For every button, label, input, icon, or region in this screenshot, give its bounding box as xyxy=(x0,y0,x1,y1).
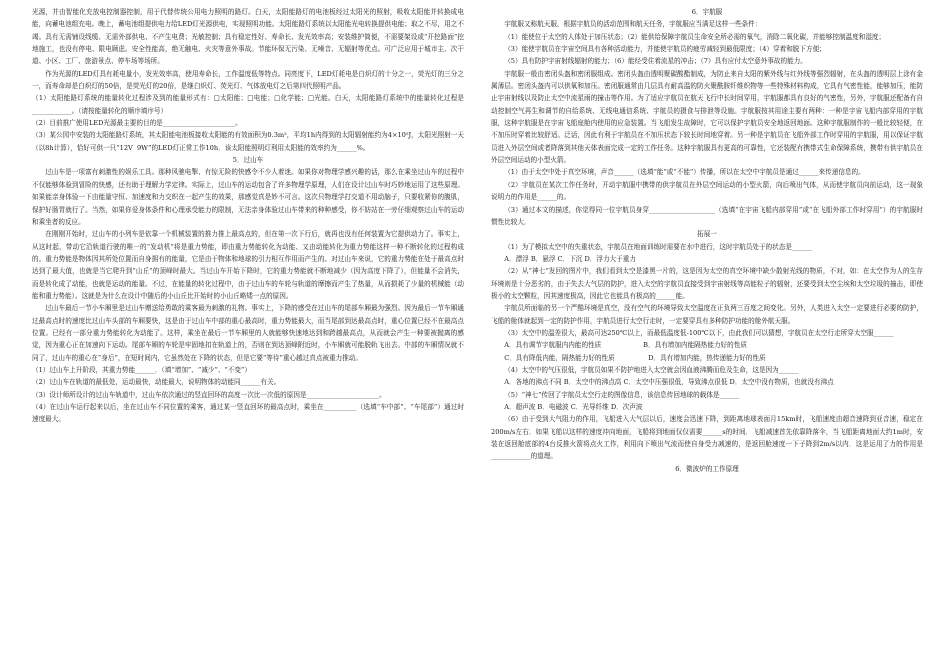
section-heading: 5．过山车 xyxy=(232,156,264,165)
paragraph: （2）从“神七”发回的图片中，我们看到太空是漆黑一片的，这是因为太空的真空环境中缺少散射光线的物质，不对，如：在太空作为人的生存环境则是十分恶劣的，由于失去大气层的防护，进入太空的宇航员直接受到宇宙射线等高能粒子的辐射，还要受到太空尘埃和太空垃圾的撞击，即使极小的太空颗粒，因其速度极高，因此它也能具有极高的______能。 xyxy=(491,267,923,300)
paragraph: C．具有降低内能，隔热能力好的性质 D．具有增加内能，热传递能力好的性质 xyxy=(504,353,766,362)
paragraph: （4）太空中的气压很低，宇航员如果不防护地进入太空就会因血液沸腾而危及生命，这是因为______ xyxy=(504,365,799,374)
paragraph: （4）在过山车运行起来以后，坐在过山车不同位置的乘客，通过某一竖直回环的最高点时，乘坐在__________（选填“车中部”、“车尾部”）通过时速度最大。 xyxy=(32,403,464,424)
paragraph: 作为光源的LED灯具有耗电量小，发光效率高，使用寿命长，工作温度低等特点。同亮度下，LED灯耗电是白炽灯的十分之一，荧光灯的三分之一，而寿命却是白炽灯的50倍，是荧光灯的20倍，是继白炽灯、荧光灯、气体放电灯之后第四代照明产品。 xyxy=(32,69,464,91)
paragraph: （2）宇航员在某次工作任务时，开动宇航服中携带的供宇航员在外层空间运动的小型火箭，向后喷出气体，从而使宇航员向前运动，这一现象说明力的作用是______的。 xyxy=(491,180,923,202)
section-heading: 6．宇航服 xyxy=(691,8,723,16)
paragraph: 在刚刚开始时，过山车的小列车是依靠一个机械装置的推力推上最高点的，但在第一次下行后，就再也没有任何装置为它提供动力了。事实上，从这时起，带动它沿轨道行驶的唯一的“发动机”将是重力势能，即由重力势能转化为动能、又由动能转化为重力势能这样一种不断转化的过程构成的。重力势能是物体因其所处位置而自身拥有的能量，它是由于物体和地球的引力相互作用而产生的。对过山车来说，它的重力势能在处于最高点时达到了最大值，也就是当它爬升到“山丘”的顶峰时最大。当过山车开始下降时，它的重力势能就不断地减少（因为高度下降了），但能量不会消失，而是转化成了动能，也就是运动的能量。不过，在能量的转化过程中，由于过山车的车轮与轨道的摩擦而产生了热量，从而损耗了少量的机械能（动能和重力势能）。这就是为什么在设计中随后的小山丘比开始时的小山丘略矮一点的原因。 xyxy=(32,230,464,300)
paragraph: （2）目前推广使用LED光源最主要的目的是______________________。 xyxy=(32,119,242,128)
paragraph: 宇航服一般由密闭头盔和密闭服组成。密闭头盔由透明聚碳酸酯制成，为防止来自太阳的紫外线与红外线等强烈辐射，在头盔的透明层上涂有金属薄层。密闭头盔内可以供氧和加压。密闭服通常由几层具有耐高温的防火聚酰胺纤维织物等一些特殊材料构成，它具有气密性能，能够加压，能防止宇宙射线以及防止太空中流星雨的撞击等作用。为了适应宇航员在航天飞行中长时间穿用，宇航服都具有良好的气密性，另外，宇航服还配备有自动控制空气再生和调节的自给系统、无线电通信系统、宇航员的摄食与排泄等设施。宇航服按其用途主要有两种：一种是宇宙飞船内部穿用的宇航服，这种宇航服是在宇宙飞船座舱内使用的应急装置。当飞船发生故障时，它可以保护宇航员安全地返回地面。这种宇航服制作的一般比较轻便，在不加压时穿着比较舒适。泛话，因此有利于宇航员在不加压状态下较长时间地穿着。另一种是宇航员在飞船外部工作时穿用的宇航服，用以保证宇航员进入外层空间或者降落到其他天体表面完成一定的工作任务。这种宇航服具有更高的可靠性，它还装配有携带式生命保障系统，携带有供宇航员在外层空间运动的小型火箭。 xyxy=(491,69,923,165)
paragraph: （2）过山车在轨道的最低处，运动最快，动能最大，说明物体的动能同______有关。 xyxy=(32,378,281,387)
paragraph: （3）能使宇航员在宇宙空间具有各种活动能力，并能使宇航员的疲劳减轻到最低限度；（4）穿着和脱下方便； xyxy=(504,45,826,54)
paragraph: A．各地的沸点不同 B．太空中的沸点高 C．太空中压强很低，导致沸点很低 D．太空中没有物质，也就没有沸点 xyxy=(504,378,834,387)
paragraph: A．超声波 B．电磁波 C．光导纤维 D．次声波 xyxy=(504,403,643,411)
paragraph: （3）通过本文的描述，你觉得同一位宇航员身穿____________________（选填“在宇宙飞船内部穿用”或“在飞船外部工作时穿用”）的宇航服时惯性比较大． xyxy=(491,205,923,226)
paragraph: 过山车最后一节小车厢里是过山车赠送给勇敢的乘客最为刺激的礼物。事实上，下降的感受在过山车的尾部车厢最为强烈。因为最后一节车厢通过最高点时的速度比过山车头部的车厢要快，这是由于过山车中部的重心最高时，重力势能最大，而当尾部到达最高点时，重心位置已经不在最高点位置。已经有一部分重力势能转化为动能了。这样，乘坐在最后一节车厢里的人就能够快速地达到和跨越最高点，从而就会产生一种要被抛离的感觉，因为重心正在加速向下运动。尾部车厢的车轮是牢固地扣在轨道上的，否则在到达顶峰附近时，小车厢就可能脱轨飞出去。中部的车厢情况就不同了，过山车的重心在“身后”，在短时间内，它虽然处在下降的状态，但是它要“等待”重心越过真点被重力推动。 xyxy=(32,304,464,362)
paragraph: 过山车是一项富有刺激性的娱乐工具。那种风驰电掣、有惊无险的快感令不少人着迷。如果你对物理学感兴趣的话，那么在乘坐过山车的过程中不仅能够体验到冒险的快感，还有助于理解力学定律。实际上，过山车的运动包含了许多物理学原理，人们在设计过山车时巧妙地运用了这些原理。如果能亲身体验一下由能量守恒、加速度和力交织在一起产生的效果，那感觉真是妙不可言。这次只物理学打交道不用动脑子，只要收紧你的腹肌，保护好肠胃就行了。当然，如果你爱身体条件和心理承受能力的限制，无法亲身体验过山车带来的种种感受，你不妨站在一旁仔细观察过山车的运动和乘坐者的反应。 xyxy=(32,168,464,226)
paragraph: A．具有调节宇航服内内能的性质 B．具有增加内能隔热能力好的性质 xyxy=(504,341,747,350)
paragraph: 宇航员所面临的另一个严酷环境是真空，没有空气的环境导致太空温度在正负两三百度之间变化。另外，人类进入太空一定要进行必要的防护，飞船的舱体就起到一定的防护作用，宇航员进行太空行走时，一定要穿具有多种防护功能的舱外航天服。 xyxy=(491,304,923,325)
paragraph: （3）太空中的温差很大，最高可达250℃以上，而最低温度低-100℃以下，由此我们可以猜想，宇航员在太空行走所穿太空服______ xyxy=(504,328,894,337)
paragraph: （1）由于太空中处于真空环境，声音______（选填“能”或“不能”）传播，所以在太空中宇航员是通过______来传递信息的。 xyxy=(504,168,865,177)
paragraph: （3）某公园中安装的太阳能路灯系统，其太阳能电池板接收太阳能的有效面积为0.3m²，平均1h内得到的太阳辐射能约为4×10⁵J，太阳光照射一天（以8h计算），恰好可供一只“12V 9W”的LED灯正常工作10h．该太阳能照明灯利用太阳能的效率约为______%。 xyxy=(32,131,464,152)
paragraph: （1）能使位于太空的人体处于加压状态；（2）能供给保障宇航员生命安全所必需的氧气，消除二氧化碳，并能够控制温度和湿度； xyxy=(504,32,886,41)
right-column xyxy=(491,6,923,475)
left-column xyxy=(32,6,464,426)
paragraph: （6）由于受到大气阻力的作用，飞船进入大气层以后，速度会迅速下降，到距离地球表面月15km时，飞船速度由超音速降到亚音速，稳定在200m/s左右．如果飞船以这样的速度冲向地面，飞船将到地面仅仅需要______s的时间．飞船减速首先依靠降落伞，当飞船距离地面大约1m时，安装在返回舱底部的4台反推火箭将点火工作，利用向下喷出气流而使自身受力减速的，是返回舱速度一下子降到2m/s以内．这是运用了力的作用是____________的道理。 xyxy=(491,415,923,461)
paragraph: （5）“神七”传回了宇航员太空行走的图像信息，该信息传回地球的载体是______ xyxy=(504,390,740,399)
paragraph: A．漂浮 B．悬浮 C．下沉 D．浮力大于重力 xyxy=(504,254,636,263)
paragraph: （1）太阳能路灯系统的能量转化过程涉及到的能量形式有：□太阳能；□电能；□化学能；□光能。白天，太阳能路灯系统中的能量转化过程是____________。（请按能量转化的顺序填序号） xyxy=(32,94,464,115)
paragraph: 宇航服又称航天服，根据宇航员的活动范围和航天任务，宇航服应当满足这样一些条件： xyxy=(504,20,762,29)
paragraph: （5）具有防护宇宙射线辐射的能力；（6）能经受住着流星的冲击；（7）具有应付太空意外事故的能力。 xyxy=(504,57,807,66)
paragraph: （1）过山车上升阶段，其重力势能______．（填“增加”、“减少”、“不变”） xyxy=(32,365,251,374)
section-heading: 拓展一 xyxy=(697,230,717,239)
paragraph: （1）为了模拟太空中的失重状态，宇航员在地面训练时需要在水中进行，这时宇航员处于的状态是______ xyxy=(504,242,812,251)
paragraph: 光源，并由智能化充放电控制器控制，用于代替传统公用电力照明的路灯。白天，太阳能路灯的电池板经过太阳光的照射，吸收太阳能并转换成电能，向蓄电池组充电。晚上，蓄电池组提供电力给LED灯光源供电，实现照明功能。太阳能路灯系统以太阳能光电转换提供电能；取之不尽，用之不竭。具有无需铺设线缆、无需外部供电、不产生电费；光敏控制；具有稳定性好、寿命长、发光效率高；安装维护简便，不需要架设或“开挖路面”挖地施工，也没有停电、限电顾虑。安全性能高，绝无触电、火灾等意外事故。节能环保无污染、无噪音、无辐射等优点。可广泛应用于城市主、次干道、小区、工厂、旅游景点、停车场等场所。 xyxy=(32,8,464,66)
paragraph: （3）设计师所设计的过山车轨道中，过山车依次通过的竖直回环的高度一次比一次低的原因是______________________。 xyxy=(32,390,386,399)
section-heading: 6．微波炉的工作原理 xyxy=(675,464,739,473)
